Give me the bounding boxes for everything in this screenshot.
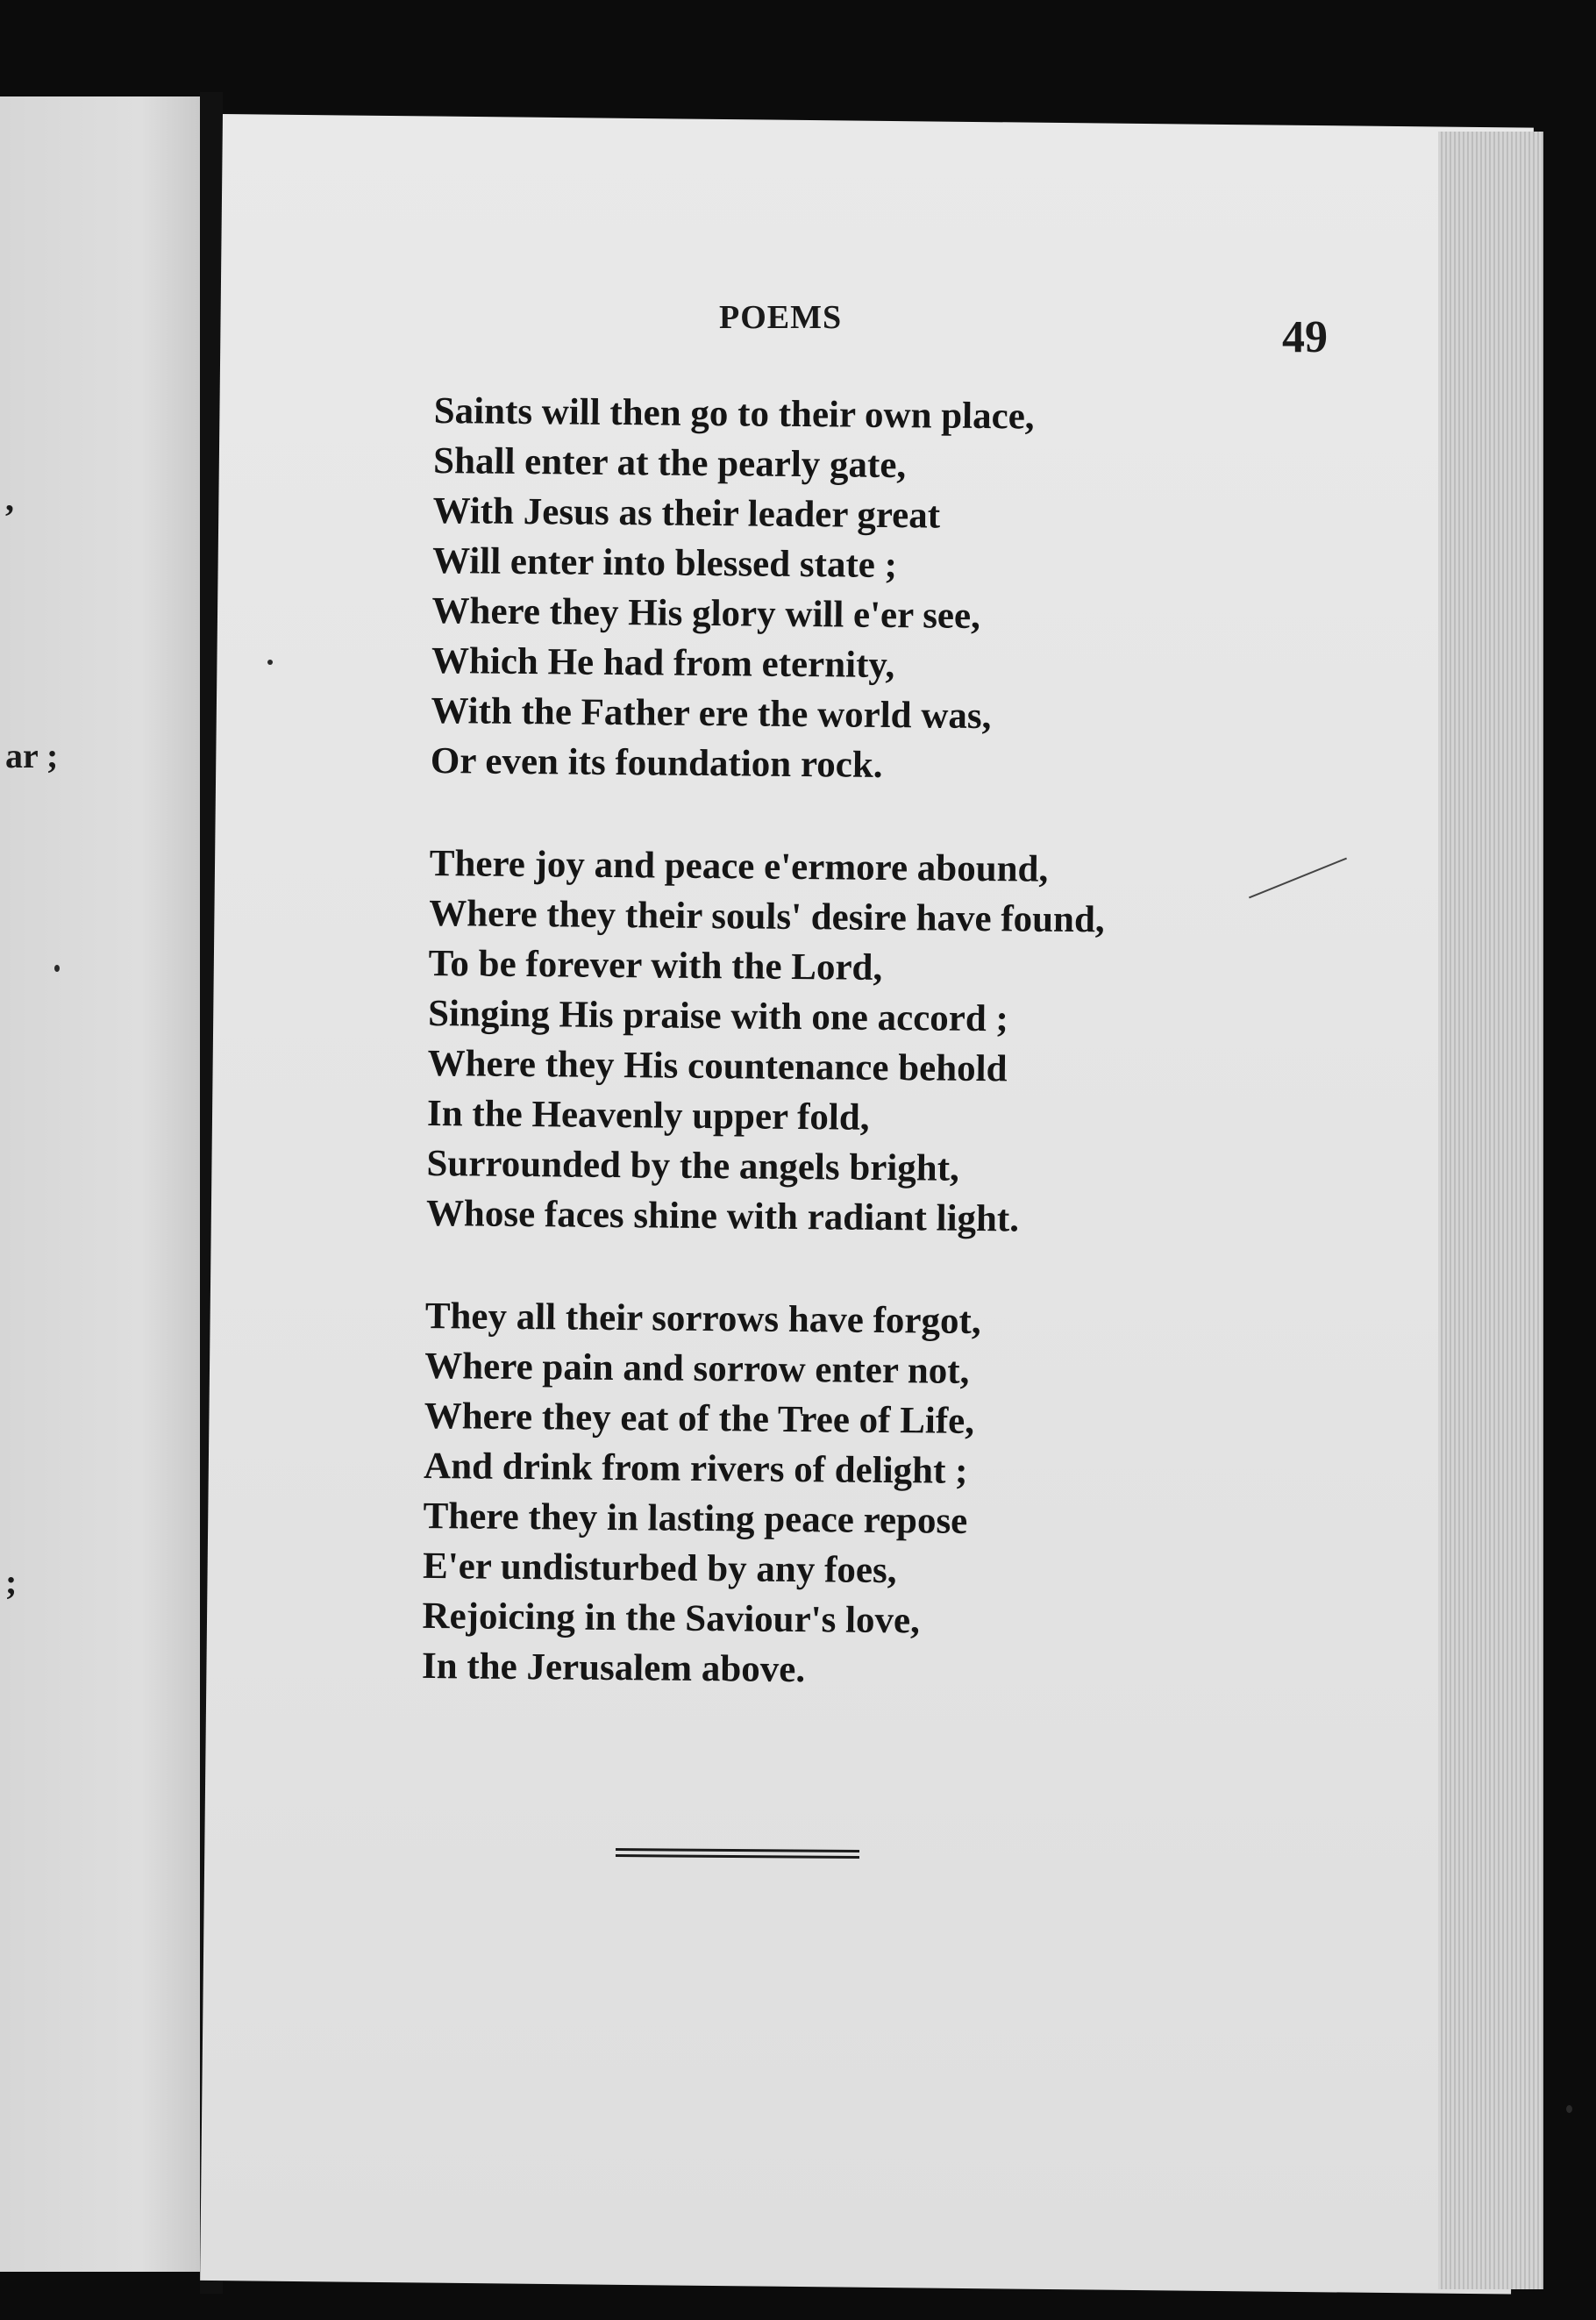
poem-line: Will enter into blessed state ; — [431, 539, 898, 587]
poem-line: To be forever with the Lord, — [428, 942, 883, 989]
poem-line: Surrounded by the angels bright, — [426, 1142, 960, 1189]
poem-line: They all their sorrows have forgot, — [424, 1295, 981, 1343]
left-page-fragment: ; — [5, 1562, 18, 1602]
paper-speck — [267, 660, 273, 665]
left-page-fragment: , — [5, 479, 14, 518]
stanza — [426, 839, 1106, 1245]
poem-line: Which He had from eternity, — [431, 639, 895, 687]
poem-line: Rejoicing in the Saviour's love, — [422, 1595, 921, 1642]
left-page — [0, 96, 202, 2272]
poem-line: Where pain and sorrow enter not, — [424, 1345, 970, 1392]
poem-line: Whose faces shine with radiant light. — [425, 1192, 1020, 1240]
stanza — [422, 1291, 1101, 1697]
stanza — [431, 386, 1110, 792]
poem-line: Where they eat of the Tree of Life, — [424, 1395, 975, 1442]
page-edges — [1438, 132, 1543, 2289]
poem-line: With Jesus as their leader great — [432, 489, 941, 537]
paper-speck — [1566, 2105, 1572, 2113]
poem-line: In the Jerusalem above. — [421, 1645, 806, 1691]
poem-line: Saints will then go to their own place, — [433, 389, 1035, 438]
poem-line: In the Heavenly upper fold, — [426, 1092, 870, 1139]
running-head: POEMS — [719, 299, 843, 336]
poem-line: Or even its foundation rock. — [430, 739, 883, 786]
poem-line: Shall enter at the pearly gate, — [432, 439, 907, 487]
poem-line: There they in lasting peace repose — [423, 1495, 968, 1542]
poem-line: And drink from rivers of delight ; — [423, 1445, 968, 1492]
paper-speck — [54, 965, 60, 972]
poem-line: Where they His countenance behold — [427, 1042, 1008, 1090]
poem-line: Singing His praise with one accord ; — [427, 992, 1009, 1040]
poem-line: There joy and peace e'ermore abound, — [429, 842, 1049, 890]
page-number: 49 — [1282, 312, 1328, 362]
poem-line: With the Father ere the world was, — [431, 689, 992, 738]
poem-line: Where they His glory will e'er see, — [431, 589, 981, 637]
end-ornament-rule — [616, 1848, 859, 1859]
poem-line: Where they their souls' desire have found, — [429, 892, 1105, 941]
left-page-fragment: ar ; — [5, 736, 59, 775]
poem-line: E'er undisturbed by any foes, — [422, 1545, 897, 1592]
poem — [421, 386, 1109, 1750]
